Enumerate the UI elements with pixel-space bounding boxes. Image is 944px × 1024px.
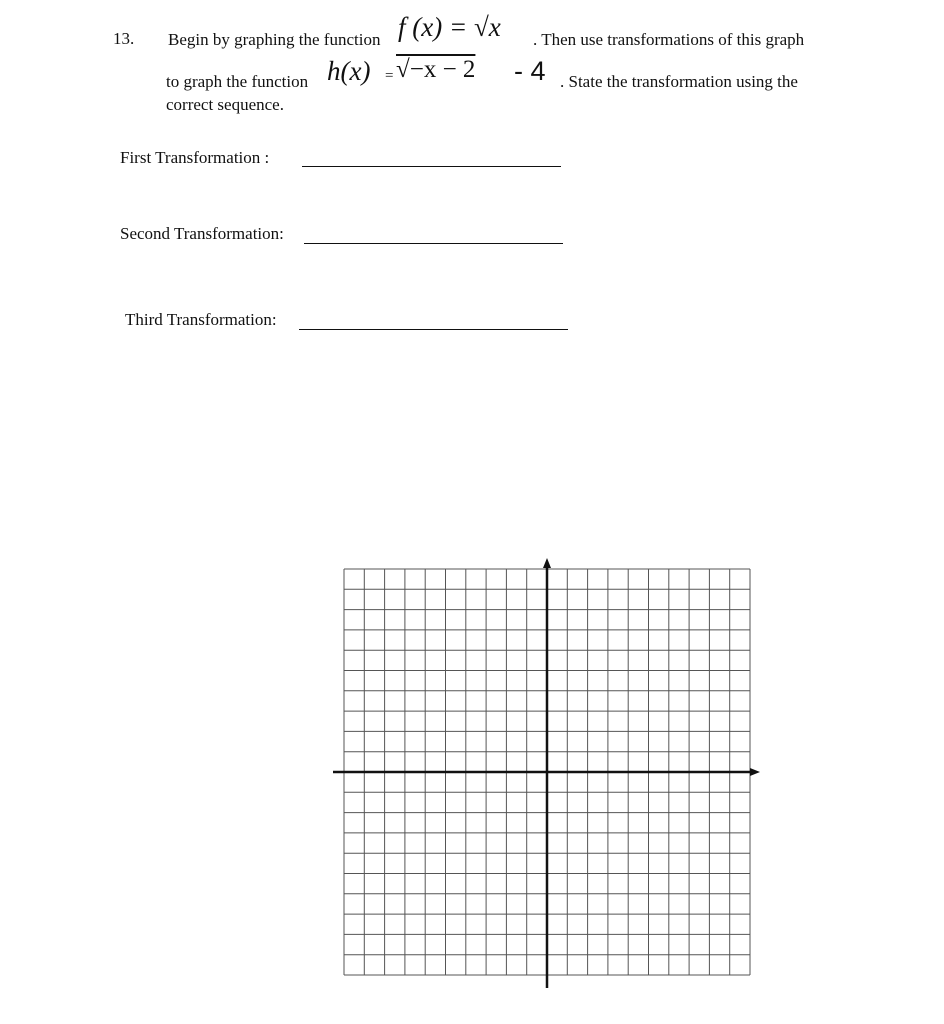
problem-line2-text: to graph the function bbox=[166, 72, 309, 91]
problem-line3-text: correct sequence. bbox=[166, 95, 284, 114]
problem-line2-continuation: . State the transformation using the bbox=[560, 72, 798, 91]
coordinate-grid-svg[interactable] bbox=[330, 555, 770, 995]
second-transformation-label: Second Transformation: bbox=[120, 224, 284, 243]
h-function-radical bbox=[396, 56, 475, 84]
h-radical-text: √−x − 2 bbox=[396, 56, 476, 83]
coordinate-grid[interactable] bbox=[330, 555, 770, 995]
first-transformation-label: First Transformation : bbox=[120, 148, 270, 167]
problem-number: 13. bbox=[113, 29, 135, 48]
h-function-constant: - 4 bbox=[514, 56, 546, 86]
h-function-name: h(x) bbox=[327, 56, 371, 86]
x-axis-arrow bbox=[750, 768, 760, 776]
problem-line1-continuation: . Then use transformations of this graph bbox=[533, 30, 805, 49]
third-transformation-label: Third Transformation: bbox=[125, 310, 277, 329]
problem-line1-text: Begin by graphing the function bbox=[168, 30, 381, 49]
first-transformation-blank[interactable] bbox=[302, 166, 561, 167]
third-transformation-blank[interactable] bbox=[299, 329, 568, 330]
h-function-equals: = bbox=[385, 68, 394, 84]
y-axis-arrow bbox=[543, 558, 551, 568]
f-function-expression: f (x) = √x bbox=[398, 12, 501, 42]
second-transformation-blank[interactable] bbox=[304, 243, 563, 244]
